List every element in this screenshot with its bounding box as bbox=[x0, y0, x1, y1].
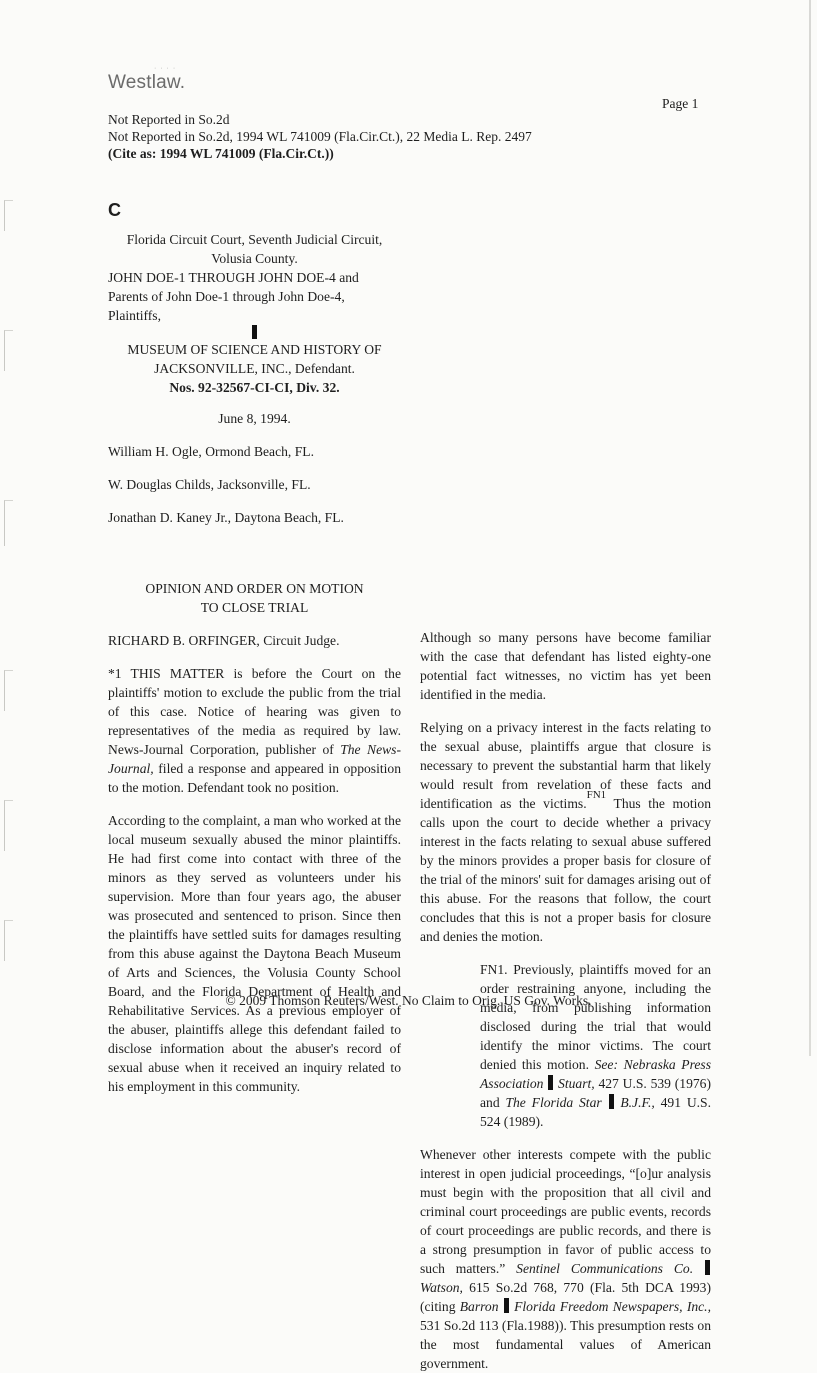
star-page-1: *1 bbox=[108, 666, 122, 681]
page-number: Page 1 bbox=[662, 96, 699, 111]
redaction-mark bbox=[548, 1075, 553, 1090]
scan-margin-marks bbox=[4, 200, 26, 1050]
case-numbers: Nos. 92-32567-CI-CI, Div. 32. bbox=[169, 380, 340, 395]
paragraph-3: Although so many persons have become familiar with the case that defendant has listed eighty-one potential fact witnesses, no victim has yet been identified in the media. bbox=[420, 630, 711, 702]
right-column bbox=[420, 198, 711, 1373]
counsel-3: Jonathan D. Kaney Jr., Daytona Beach, FL. bbox=[108, 510, 344, 525]
court-name: Florida Circuit Court, Seventh Judicial Circuit, Volusia County. bbox=[126, 232, 383, 266]
logo-text: Westlaw. bbox=[108, 72, 186, 93]
footnote-1: FN1. Previously, plaintiffs moved for an order restraining anyone, including the media, from publishing information disclosed during the trial that would identify the minor victims. The court denied this motion. See: Nebraska Press Association Stuart, 427 U.S. 539 (1976) and The Florida Star B.J.F., 491 U.S. 524 (1989). bbox=[480, 962, 712, 1129]
judge-name: RICHARD B. ORFINGER, Circuit Judge. bbox=[108, 633, 340, 648]
scan-edge bbox=[809, 0, 811, 1056]
decision-date: June 8, 1994. bbox=[218, 411, 291, 426]
counsel-1: William H. Ogle, Ormond Beach, FL. bbox=[108, 444, 314, 459]
westlaw-logo bbox=[108, 65, 186, 94]
defendant: MUSEUM OF SCIENCE AND HISTORY OF JACKSONVILLE, INC., Defendant. bbox=[127, 342, 382, 376]
flag-c: C bbox=[108, 200, 121, 220]
redaction-mark bbox=[609, 1094, 614, 1109]
redaction-mark bbox=[705, 1260, 710, 1275]
redaction-mark bbox=[504, 1298, 509, 1313]
counsel-2: W. Douglas Childs, Jacksonville, FL. bbox=[108, 477, 311, 492]
citation-line: Not Reported in So.2d, 1994 WL 741009 (Fla.Cir.Ct.), 22 Media L. Rep. 2497 bbox=[108, 129, 532, 144]
v-redaction bbox=[108, 325, 401, 340]
footnote-ref[interactable]: FN1 bbox=[586, 789, 607, 802]
paragraph-4: Relying on a privacy interest in the facts relating to the sexual abuse, plaintiffs argue that closure is necessary to prevent the substantial harm that likely would result from revelation of these facts and identification as the victims.$^{FN1}$ Thus the motion calls upon the court to decide whether a privacy interest in the facts relating to sexual abuse suffered by the minors provides a proper basis for closure of the trial of the minors' suit for damages arising out of this abuse. For the reasons that follow, the court concludes that this is not a proper basis for closure and denies the motion. bbox=[420, 720, 712, 944]
paragraph-1: *1 THIS MATTER is before the Court on the plaintiffs' motion to exclude the public from the trial of this case. Notice of hearing was given to representatives of the media as required by law. News-Journal Corporation, publisher of The News-Journal, filed a response and appeared in opposition to the motion. Defendant took no position. bbox=[108, 666, 401, 795]
cite-as-line: (Cite as: 1994 WL 741009 (Fla.Cir.Ct.)) bbox=[108, 146, 334, 161]
not-reported-line: Not Reported in So.2d bbox=[108, 112, 230, 127]
paragraph-2: According to the complaint, a man who worked at the local museum sexually abused the minor plaintiffs. He had first come into contact with three of the minors as they served as volunteers under his supervision. More than four years ago, the abuser was prosecuted and sentenced to prison. Since then the plaintiffs have settled suits for damages resulting from this abuse against the Daytona Beach Museum of Arts and Sciences, the Volusia County School Board, and the Florida Department of Health and Rehabilitative Services. As a previous employer of the abuser, plaintiffs allege this defendant failed to disclose information about the abuser's record of sexual abuse when it received an inquiry related to his employment in this community. bbox=[108, 813, 401, 1094]
opinion-title: OPINION AND ORDER ON MOTION TO CLOSE TRIAL bbox=[145, 581, 364, 615]
logo-dots-icon: · · · · bbox=[154, 65, 177, 72]
left-column bbox=[108, 200, 401, 1096]
plaintiffs: JOHN DOE-1 THROUGH JOHN DOE-4 and Parents of John Doe-1 through John Doe-4, Plaintiffs, bbox=[108, 270, 359, 323]
copyright-footer: © 2009 Thomson Reuters/West. No Claim to Orig. US Gov. Works. bbox=[225, 993, 592, 1008]
paragraph-5: Whenever other interests compete with the public interest in open judicial proceedings, “[o]ur analysis must begin with the proposition that all civil and criminal court proceedings are public events, records of court proceedings are public records, and there is a strong presumption in favor of public access to such matters.” Sentinel Communications Co. Watson, 615 So.2d 768, 770 (Fla. 5th DCA 1993) (citing Barron Florida Freedom Newspapers, Inc., 531 So.2d 113 (Fla.1988)). This presumption rests on the most fundamental values of American government. bbox=[420, 1147, 711, 1371]
